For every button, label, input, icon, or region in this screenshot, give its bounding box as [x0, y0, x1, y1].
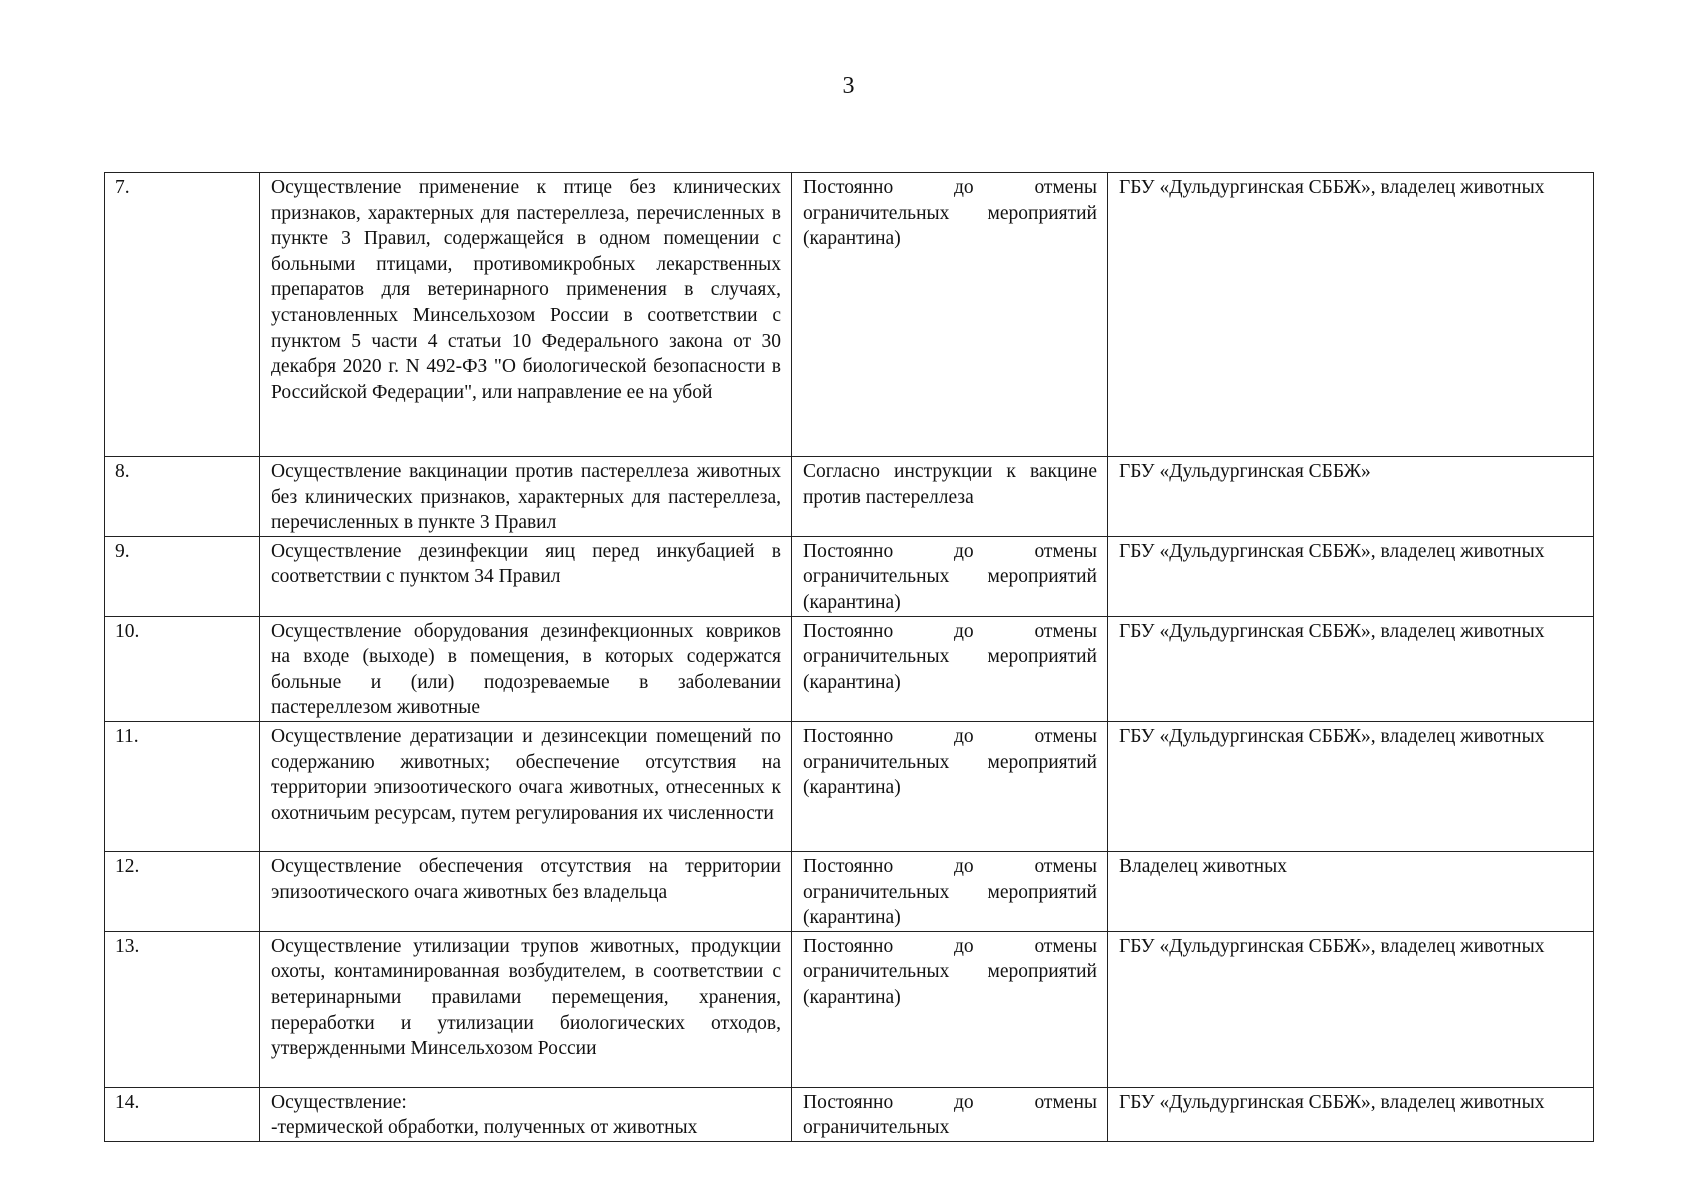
term-cell: Постоянно до отмены ограничительных мероприятий (карантина): [792, 616, 1108, 721]
measure-cell: Осуществление применение к птице без клинических признаков, характерных для пастереллеза, перечисленных в пункте 3 Правил, содержащейся в одном помещении с больными птицами, противомикробных лекарственных препаратов для ветеринарного применения в случаях, установленных Минсельхозом России в соответствии с пунктом 5 части 4 статьи 10 Федерального закона от 30 декабря 2020 г. N 492-ФЗ "О биологической безопасности в Российской Федерации", или направление ее на убой: [260, 173, 792, 457]
term-cell: Постоянно до отмены ограничительных мероприятий (карантина): [792, 173, 1108, 457]
responsible-cell: ГБУ «Дульдургинская СББЖ», владелец животных: [1108, 536, 1594, 616]
table-row: [105, 616, 1594, 721]
table-row: [105, 931, 1594, 1087]
row-number: 7.: [105, 173, 260, 457]
row-number: 14.: [105, 1087, 260, 1141]
measure-cell: Осуществление оборудования дезинфекционных ковриков на входе (выходе) в помещения, в которых содержатся больные и (или) подозреваемые в заболевании пастереллезом животные: [260, 616, 792, 721]
term-cell: Постоянно до отмены ограничительных мероприятий (карантина): [792, 931, 1108, 1087]
measure-cell: Осуществление дератизации и дезинсекции помещений по содержанию животных; обеспечение отсутствия на территории эпизоотического очага животных, отнесенных к охотничьим ресурсам, путем регулирования их численности: [260, 721, 792, 851]
table-row: [105, 173, 1594, 457]
row-number: 13.: [105, 931, 260, 1087]
term-cell: Постоянно до отмены ограничительных: [792, 1087, 1108, 1141]
term-cell: Постоянно до отмены ограничительных мероприятий (карантина): [792, 851, 1108, 931]
measure-cell: Осуществление обеспечения отсутствия на территории эпизоотического очага животных без владельца: [260, 851, 792, 931]
term-cell: Постоянно до отмены ограничительных мероприятий (карантина): [792, 536, 1108, 616]
table-row: [105, 457, 1594, 537]
responsible-cell: ГБУ «Дульдургинская СББЖ», владелец животных: [1108, 721, 1594, 851]
row-number: 11.: [105, 721, 260, 851]
responsible-cell: ГБУ «Дульдургинская СББЖ», владелец животных: [1108, 1087, 1594, 1141]
measure-cell: Осуществление вакцинации против пастереллеза животных без клинических признаков, характерных для пастереллеза, перечисленных в пункте 3 Правил: [260, 457, 792, 537]
responsible-cell: ГБУ «Дульдургинская СББЖ», владелец животных: [1108, 173, 1594, 457]
table-row: [105, 1087, 1594, 1141]
measure-line: -термической обработки, полученных от животных: [271, 1117, 698, 1139]
responsible-cell: ГБУ «Дульдургинская СББЖ»: [1108, 457, 1594, 537]
row-number: 10.: [105, 616, 260, 721]
page-number: 3: [842, 73, 855, 99]
table-row: [105, 536, 1594, 616]
responsible-cell: Владелец животных: [1108, 851, 1594, 931]
measure-cell: [260, 1087, 792, 1141]
row-number: 9.: [105, 536, 260, 616]
measure-cell: Осуществление дезинфекции яиц перед инкубацией в соответствии с пунктом 34 Правил: [260, 536, 792, 616]
measure-line: Осуществление:: [271, 1091, 407, 1113]
responsible-cell: ГБУ «Дульдургинская СББЖ», владелец животных: [1108, 931, 1594, 1087]
table-row: [105, 721, 1594, 851]
term-cell: Постоянно до отмены ограничительных мероприятий (карантина): [792, 721, 1108, 851]
table-row: [105, 851, 1594, 931]
term-cell: Согласно инструкции к вакцине против пастереллеза: [792, 457, 1108, 537]
row-number: 12.: [105, 851, 260, 931]
measures-table: [104, 172, 1594, 1142]
measure-cell: Осуществление утилизации трупов животных, продукции охоты, контаминированная возбудителем, в соответствии с ветеринарными правилами перемещения, хранения, переработки и утилизации биологических отходов, утвержденными Минсельхозом России: [260, 931, 792, 1087]
responsible-cell: ГБУ «Дульдургинская СББЖ», владелец животных: [1108, 616, 1594, 721]
row-number: 8.: [105, 457, 260, 537]
